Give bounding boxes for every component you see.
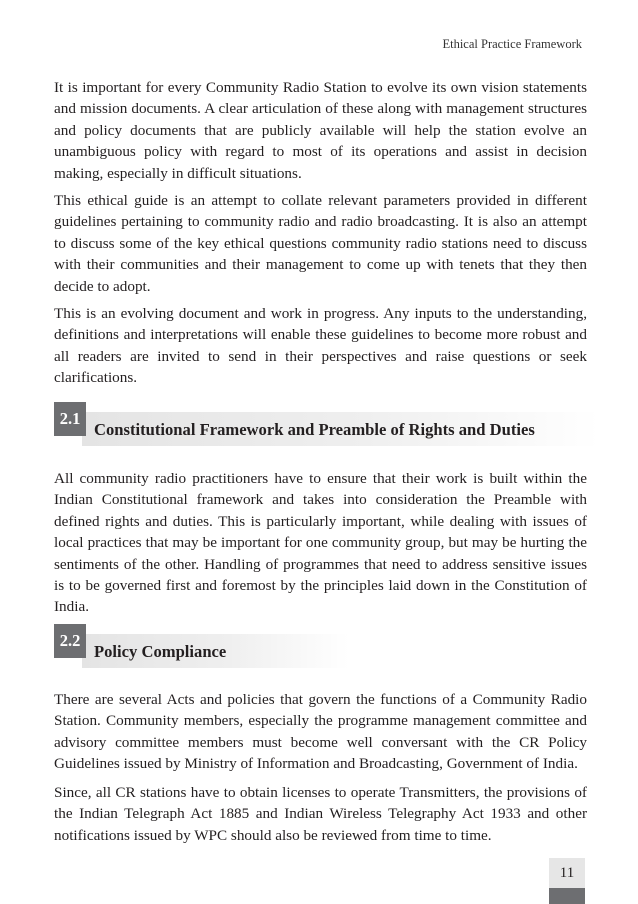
section-number: 2.1: [54, 402, 86, 436]
running-header: Ethical Practice Framework: [442, 37, 582, 51]
section-title: Constitutional Framework and Preamble of Rights and Duties: [94, 420, 535, 439]
section-title: Policy Compliance: [94, 642, 227, 661]
intro-paragraph-1: It is important for every Community Radio Station to evolve its own vision statements and mission documents. A clear articulation of these along with management structures and policy documents that are publicly available will help the station evolve an unambiguous policy with regard to most of its operations and assist in decision making, especially in difficult situations.: [54, 79, 587, 182]
section-header-2-2: [54, 624, 599, 668]
section-2-2-paragraph-2: Since, all CR stations have to obtain licenses to operate Transmitters, the provisions of the Indian Telegraph Act 1885 and Indian Wireless Telegraphy Act 1933 and other notifications issued by WPC should also be reviewed from time to time.: [54, 784, 587, 844]
section-2-1-paragraph-1: All community radio practitioners have to ensure that their work is built within the Indian Constitutional framework and takes into consideration the Preamble with defined rights and duties. This is particularly important, while dealing with issues of local practices that may be important for one community group, but may be hurting the sentiments of the other. Handling of programmes that need to address sensitive issues is to be governed first and foremost by the principles laid down in the Constitution of India.: [54, 470, 587, 616]
intro-paragraph-2: This ethical guide is an attempt to collate relevant parameters provided in different guidelines pertaining to community radio and radio broadcasting. It is also an attempt to discuss some of the key ethical questions community radio stations need to discuss with their communities and their management to come up with tenets that they then decide to adopt.: [54, 192, 587, 295]
section-header-2-1: [54, 402, 599, 446]
section-number: 2.2: [54, 624, 86, 658]
section-2-2-paragraph-1: There are several Acts and policies that govern the functions of a Community Radio Station. Community members, especially the programme management committee and advisory committee members must become well conversant with the CR Policy Guidelines issued by Ministry of Information and Broadcasting, Government of India.: [54, 691, 587, 773]
page-number: 11: [549, 858, 585, 888]
intro-paragraph-3: This is an evolving document and work in progress. Any inputs to the understanding, definitions and interpretations will enable these guidelines to become more robust and all readers are invited to send in their perspectives and raise questions or seek clarifications.: [54, 305, 587, 387]
page-number-tab: [549, 888, 585, 904]
